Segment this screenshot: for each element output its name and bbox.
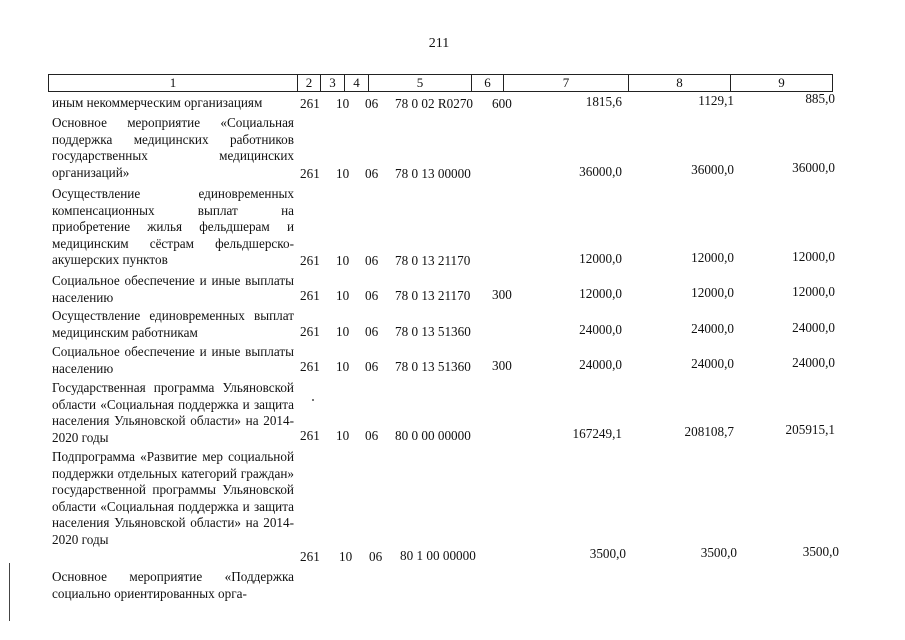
cell-subsection: 06 — [369, 549, 383, 564]
row-description: Осуществление единовременных выплат медицинским работникам — [52, 308, 294, 340]
cell-target-article: 78 0 13 00000 — [395, 166, 471, 181]
header-col-2: 2 — [297, 75, 320, 91]
cell-amount-3: 885,0 — [805, 91, 835, 106]
cell-amount-1: 24000,0 — [579, 322, 622, 337]
cell-expense-type: 300 — [492, 358, 512, 373]
cell-subsection: 06 — [365, 253, 379, 268]
row-description: Осуществление единовременных компенсационных выплат на приобретение жилья фельдшерам и медицинским сёстрам фельдшерско-акушерских пунктов — [52, 186, 294, 267]
cell-amount-2: 208108,7 — [684, 424, 734, 439]
cell-subsection: 06 — [365, 359, 379, 374]
cell-amount-2: 1129,1 — [698, 93, 734, 108]
cell-target-article: 78 0 13 51360 — [395, 324, 471, 339]
cell-code: 261 — [300, 359, 320, 374]
cell-amount-3: 24000,0 — [792, 355, 835, 370]
cell-amount-1: 1815,6 — [585, 94, 622, 109]
table-header — [48, 74, 833, 92]
scan-speck — [312, 399, 314, 401]
cell-section: 10 — [336, 288, 350, 303]
cell-section: 10 — [336, 96, 350, 111]
row-description: Социальное обеспечение и иные выплаты населению — [52, 273, 294, 305]
cell-subsection: 06 — [365, 96, 379, 111]
cell-section: 10 — [336, 324, 350, 339]
header-col-4: 4 — [344, 75, 368, 91]
cell-amount-1: 3500,0 — [589, 546, 626, 561]
header-col-7: 7 — [503, 75, 628, 91]
cell-target-article: 78 0 13 21170 — [395, 253, 471, 268]
cell-section: 10 — [339, 549, 353, 564]
row-description: Основное мероприятие «Поддержка социально ориентированных орга- — [52, 569, 294, 601]
cell-amount-1: 167249,1 — [572, 426, 622, 441]
header-col-3: 3 — [320, 75, 344, 91]
cell-target-article: 80 1 00 00000 — [400, 548, 476, 563]
cell-code: 261 — [300, 96, 320, 111]
scan-margin-line — [9, 563, 10, 621]
header-col-8: 8 — [628, 75, 730, 91]
cell-amount-2: 24000,0 — [691, 321, 734, 336]
cell-section: 10 — [336, 428, 350, 443]
cell-section: 10 — [336, 253, 350, 268]
cell-subsection: 06 — [365, 166, 379, 181]
row-description: иным некоммерческим организациям — [52, 95, 263, 110]
cell-code: 261 — [300, 549, 320, 564]
row-description: Подпрограмма «Развитие мер социальной поддержки отдельных категорий граждан» государственной программы Ульяновской области «Социальная поддержка и защита населения Ульяновской области» на 2014-2020 годы — [52, 449, 294, 547]
cell-amount-3: 205915,1 — [785, 422, 835, 437]
cell-amount-2: 12000,0 — [691, 250, 734, 265]
cell-expense-type: 600 — [492, 96, 512, 111]
header-col-1: 1 — [169, 75, 177, 90]
cell-amount-3: 3500,0 — [802, 544, 839, 559]
cell-target-article: 78 0 13 51360 — [395, 359, 471, 374]
cell-code: 261 — [300, 324, 320, 339]
cell-code: 261 — [300, 428, 320, 443]
cell-amount-2: 3500,0 — [700, 545, 737, 560]
row-description: Государственная программа Ульяновской области «Социальная поддержка и защита населения Ульяновской области» на 2014-2020 годы — [52, 380, 294, 445]
cell-amount-1: 12000,0 — [579, 251, 622, 266]
cell-target-article: 78 0 02 R0270 — [395, 96, 474, 111]
cell-amount-2: 24000,0 — [691, 356, 734, 371]
cell-amount-3: 12000,0 — [792, 284, 835, 299]
cell-amount-1: 36000,0 — [579, 164, 622, 179]
cell-subsection: 06 — [365, 288, 379, 303]
cell-section: 10 — [336, 166, 350, 181]
cell-amount-3: 36000,0 — [792, 160, 835, 175]
cell-amount-3: 24000,0 — [792, 320, 835, 335]
cell-code: 261 — [300, 166, 320, 181]
cell-code: 261 — [300, 288, 320, 303]
cell-code: 261 — [300, 253, 320, 268]
header-col-6: 6 — [471, 75, 503, 91]
cell-subsection: 06 — [365, 324, 379, 339]
cell-subsection: 06 — [365, 428, 379, 443]
header-col-9: 9 — [730, 75, 832, 91]
row-description: Основное мероприятие «Социальная поддержка медицинских работников государственных медицинских организаций» — [52, 115, 294, 180]
row-description: Социальное обеспечение и иные выплаты населению — [52, 344, 294, 376]
cell-section: 10 — [336, 359, 350, 374]
cell-expense-type: 300 — [492, 287, 512, 302]
cell-amount-2: 36000,0 — [691, 162, 734, 177]
header-col-5: 5 — [368, 75, 471, 91]
cell-amount-1: 12000,0 — [579, 286, 622, 301]
page-number: 211 — [428, 36, 450, 51]
cell-target-article: 80 0 00 00000 — [395, 428, 471, 443]
cell-amount-1: 24000,0 — [579, 357, 622, 372]
cell-amount-2: 12000,0 — [691, 285, 734, 300]
cell-target-article: 78 0 13 21170 — [395, 288, 471, 303]
cell-amount-3: 12000,0 — [792, 249, 835, 264]
